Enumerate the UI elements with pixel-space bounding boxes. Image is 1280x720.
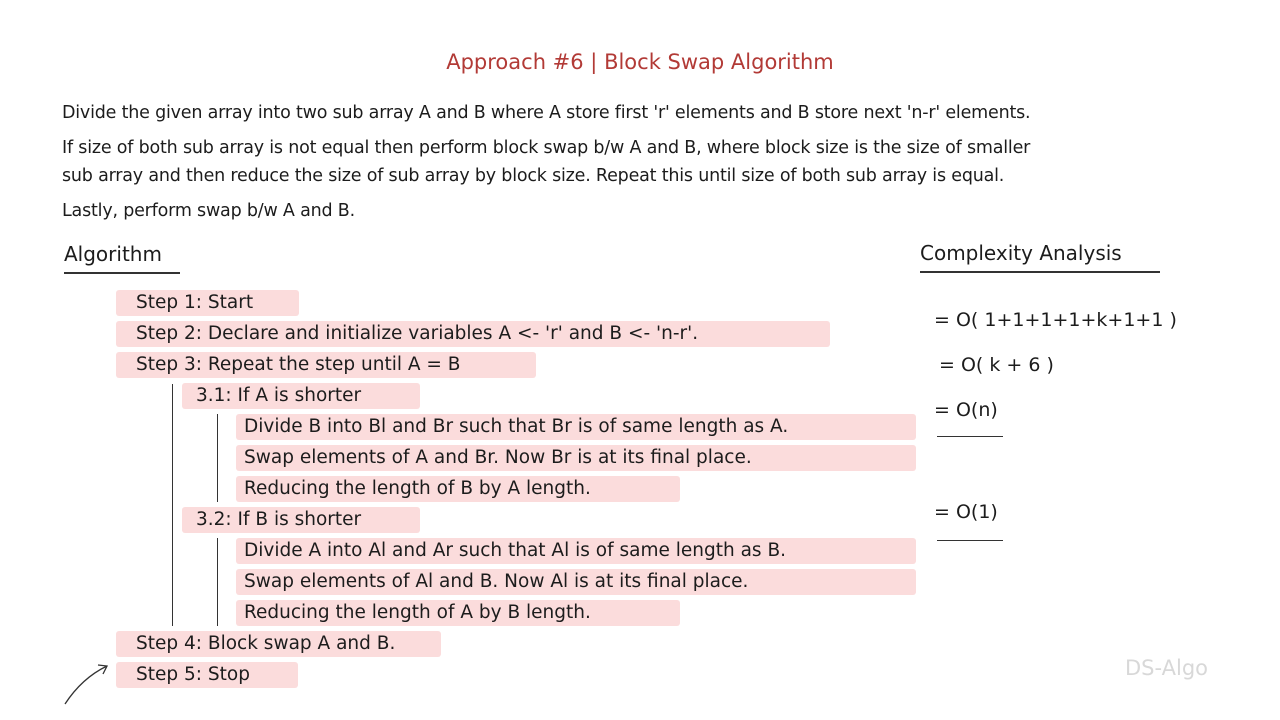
complexity-line-1: = O( 1+1+1+1+k+1+1 ) [934, 309, 1177, 331]
substep-3-1: 3.1: If A is shorter [182, 383, 420, 409]
pointer-arrow-icon [60, 660, 120, 710]
substep-3-1-tree-line [217, 414, 218, 502]
complexity-time: = O(n) [934, 399, 998, 421]
complexity-space: = O(1) [934, 501, 998, 523]
complexity-heading: Complexity Analysis [920, 241, 1160, 273]
complexity-line-2: = O( k + 6 ) [939, 354, 1054, 376]
substep-3-2-divide: Divide A into Al and Ar such that Al is of same length as B. [236, 538, 916, 564]
step-1: Step 1: Start [116, 290, 299, 316]
description-line-4: Lastly, perform swap b/w A and B. [62, 201, 355, 221]
substep-3-2-tree-line [217, 538, 218, 626]
step-2: Step 2: Declare and initialize variables A <- 'r' and B <- 'n-r'. [116, 321, 830, 347]
page-title: Approach #6 | Block Swap Algorithm [446, 50, 834, 74]
step-4: Step 4: Block swap A and B. [116, 631, 441, 657]
description-line-3: sub array and then reduce the size of sub array by block size. Repeat this until size of both sub array is equal. [62, 166, 1005, 186]
complexity-time-underline [937, 436, 1003, 437]
complexity-space-underline [937, 540, 1003, 541]
substep-3-1-divide: Divide B into Bl and Br such that Br is of same length as A. [236, 414, 916, 440]
description-line-2: If size of both sub array is not equal then perform block swap b/w A and B, where block size is the size of smaller [62, 138, 1031, 158]
substep-3-2: 3.2: If B is shorter [182, 507, 420, 533]
step-3: Step 3: Repeat the step until A = B [116, 352, 536, 378]
substep-3-2-swap: Swap elements of Al and B. Now Al is at its final place. [236, 569, 916, 595]
substep-3-1-reduce: Reducing the length of B by A length. [236, 476, 680, 502]
step-5: Step 5: Stop [116, 662, 298, 688]
description-line-1: Divide the given array into two sub array A and B where A store first 'r' elements and B store next 'n-r' elements. [62, 103, 1031, 123]
substep-3-2-reduce: Reducing the length of A by B length. [236, 600, 680, 626]
watermark: DS-Algo [1125, 656, 1208, 680]
step-3-tree-line [172, 384, 173, 626]
substep-3-1-swap: Swap elements of A and Br. Now Br is at its final place. [236, 445, 916, 471]
algorithm-heading: Algorithm [64, 242, 180, 274]
